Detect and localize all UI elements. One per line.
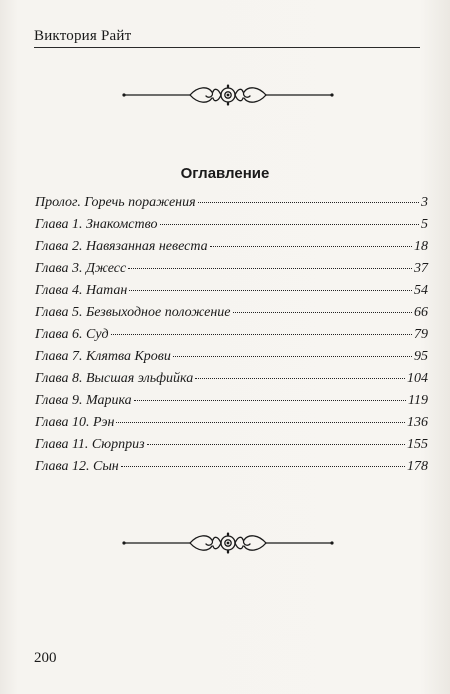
toc-entry-label: Глава 8. Высшая эльфийка (35, 371, 194, 386)
toc-entry (35, 327, 428, 349)
toc-entry (35, 459, 428, 481)
toc-entry (35, 415, 428, 437)
toc-entry-page: 79 (414, 327, 428, 342)
toc-entry-label: Глава 2. Навязанная невеста (35, 239, 208, 254)
toc-entry-page: 3 (421, 195, 428, 210)
toc-entry (35, 393, 428, 415)
toc-entry (35, 239, 428, 261)
dot-leader (173, 356, 412, 357)
floral-divider-icon (120, 530, 336, 556)
toc-entry-page: 95 (414, 349, 428, 364)
dot-leader (233, 312, 413, 313)
toc-title: Оглавление (180, 165, 270, 182)
dot-leader (147, 444, 405, 445)
toc-entry-label: Глава 3. Джесс (35, 261, 127, 276)
header-rule (34, 47, 420, 48)
toc-entry-page: 5 (421, 217, 428, 232)
toc-entry-label: Глава 11. Сюрприз (35, 437, 145, 452)
toc-entry-page: 104 (407, 371, 428, 386)
dot-leader (129, 290, 412, 291)
dot-leader (195, 378, 405, 379)
toc-entry (35, 305, 428, 327)
toc-entry-page: 18 (414, 239, 428, 254)
toc-entry-label: Глава 4. Натан (35, 283, 128, 298)
dot-leader (121, 466, 405, 467)
toc-entry-label: Глава 7. Клятва Крови (35, 349, 171, 364)
dot-leader (116, 422, 405, 423)
toc-entry-label: Глава 10. Рэн (35, 415, 115, 430)
toc-entry (35, 437, 428, 459)
toc-entry-page: 66 (414, 305, 428, 320)
toc-entry-label: Пролог. Горечь поражения (35, 195, 196, 210)
dot-leader (134, 400, 406, 401)
toc-entry-page: 119 (408, 393, 428, 408)
dot-leader (128, 268, 412, 269)
toc-entry-label: Глава 5. Безвыходное положение (35, 305, 231, 320)
running-header-author: Виктория Райт (34, 28, 132, 44)
toc-entry-label: Глава 9. Марика (35, 393, 132, 408)
toc-entry-page: 178 (407, 459, 428, 474)
toc-entry (35, 349, 428, 371)
toc-entry-page: 136 (407, 415, 428, 430)
table-of-contents (35, 195, 428, 481)
toc-entry-label: Глава 6. Суд (35, 327, 109, 342)
toc-entry-page: 37 (414, 261, 428, 276)
floral-divider-icon (120, 82, 336, 108)
toc-entry (35, 217, 428, 239)
dot-leader (111, 334, 412, 335)
toc-entry-page: 54 (414, 283, 428, 298)
toc-entry-page: 155 (407, 437, 428, 452)
toc-entry (35, 261, 428, 283)
toc-entry (35, 195, 428, 217)
toc-entry-label: Глава 12. Сын (35, 459, 119, 474)
toc-entry-label: Глава 1. Знакомство (35, 217, 158, 232)
dot-leader (160, 224, 420, 225)
dot-leader (210, 246, 412, 247)
toc-entry (35, 371, 428, 393)
dot-leader (198, 202, 419, 203)
toc-entry (35, 283, 428, 305)
page-number: 200 (34, 650, 57, 666)
